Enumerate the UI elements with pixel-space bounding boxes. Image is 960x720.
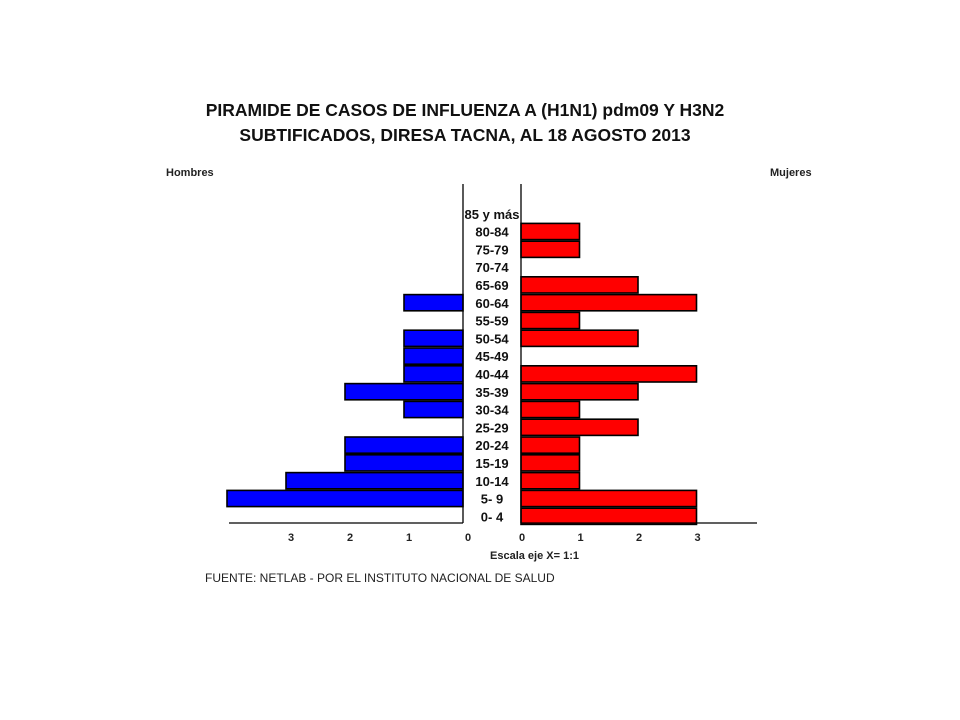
right-side-label: Mujeres — [770, 167, 812, 179]
x-tick-left-1: 1 — [405, 532, 413, 544]
chart-title-line-1: PIRAMIDE DE CASOS DE INFLUENZA A (H1N1) pdm09 Y H3N2 — [205, 100, 725, 120]
bar-mujeres-80-84 — [521, 223, 580, 239]
bar-hombres-45-49 — [404, 348, 463, 364]
category-label-40-44: 40-44 — [475, 367, 509, 382]
bar-mujeres-25-29 — [521, 419, 638, 435]
category-label-85-y-m-s: 85 y más — [464, 206, 520, 222]
source-note: FUENTE: NETLAB - POR EL INSTITUTO NACIONAL DE SALUD — [205, 571, 555, 585]
chart-title-line-2: SUBTIFICADOS, DIRESA TACNA, AL 18 AGOSTO 2013 — [239, 125, 691, 145]
category-label-80-84: 80-84 — [475, 224, 509, 240]
bar-mujeres-60-64 — [521, 295, 697, 311]
bar-mujeres-65-69 — [521, 277, 638, 293]
bar-hombres-50-54 — [404, 330, 463, 346]
category-label-50-54: 50-54 — [475, 331, 509, 347]
category-label-65-69: 65-69 — [475, 278, 509, 293]
bar-mujeres-5-9 — [521, 490, 697, 506]
category-label-75-79: 75-79 — [475, 242, 509, 258]
bar-mujeres-15-19 — [521, 455, 580, 471]
bar-mujeres-75-79 — [521, 241, 580, 257]
category-label-25-29: 25-29 — [475, 420, 509, 436]
bar-mujeres-10-14 — [521, 473, 580, 489]
bar-hombres-35-39 — [345, 384, 463, 400]
bar-hombres-30-34 — [404, 401, 463, 417]
bar-mujeres-40-44 — [521, 366, 697, 382]
tick-labels-layer — [288, 532, 701, 544]
category-label-5-9: 5- 9 — [480, 491, 504, 507]
bar-mujeres-35-39 — [521, 384, 638, 400]
x-tick-right-2: 2 — [635, 532, 643, 544]
category-label-30-34: 30-34 — [475, 402, 509, 418]
category-label-55-59: 55-59 — [475, 313, 509, 329]
x-tick-left-0: 0 — [464, 532, 472, 544]
x-tick-right-3: 3 — [694, 532, 701, 544]
x-axis-label: Escala eje X= 1:1 — [490, 550, 579, 562]
category-label-10-14: 10-14 — [475, 473, 509, 489]
bar-mujeres-30-34 — [521, 401, 580, 417]
x-tick-right-1: 1 — [577, 532, 584, 544]
bar-hombres-60-64 — [404, 295, 463, 311]
category-label-15-19: 15-19 — [475, 456, 509, 471]
x-tick-left-2: 2 — [346, 532, 354, 544]
bars-layer — [227, 223, 697, 524]
bar-hombres-5-9 — [227, 490, 463, 506]
category-labels-layer — [465, 207, 520, 525]
left-side-label: Hombres — [166, 167, 214, 179]
bar-hombres-15-19 — [345, 455, 463, 471]
x-tick-right-0: 0 — [518, 532, 526, 544]
category-label-0-4: 0- 4 — [480, 509, 504, 525]
x-tick-left-3: 3 — [287, 532, 295, 544]
bar-hombres-20-24 — [345, 437, 463, 453]
category-label-45-49: 45-49 — [475, 349, 509, 365]
bar-mujeres-0-4 — [521, 508, 697, 524]
bar-mujeres-20-24 — [521, 437, 580, 453]
bar-mujeres-50-54 — [521, 330, 638, 346]
category-label-35-39: 35-39 — [475, 384, 509, 400]
category-label-20-24: 20-24 — [475, 438, 509, 454]
bar-hombres-10-14 — [286, 473, 463, 489]
category-label-60-64: 60-64 — [475, 295, 509, 311]
bar-hombres-40-44 — [404, 366, 463, 382]
category-label-70-74: 70-74 — [475, 260, 509, 276]
bar-mujeres-55-59 — [521, 312, 580, 328]
